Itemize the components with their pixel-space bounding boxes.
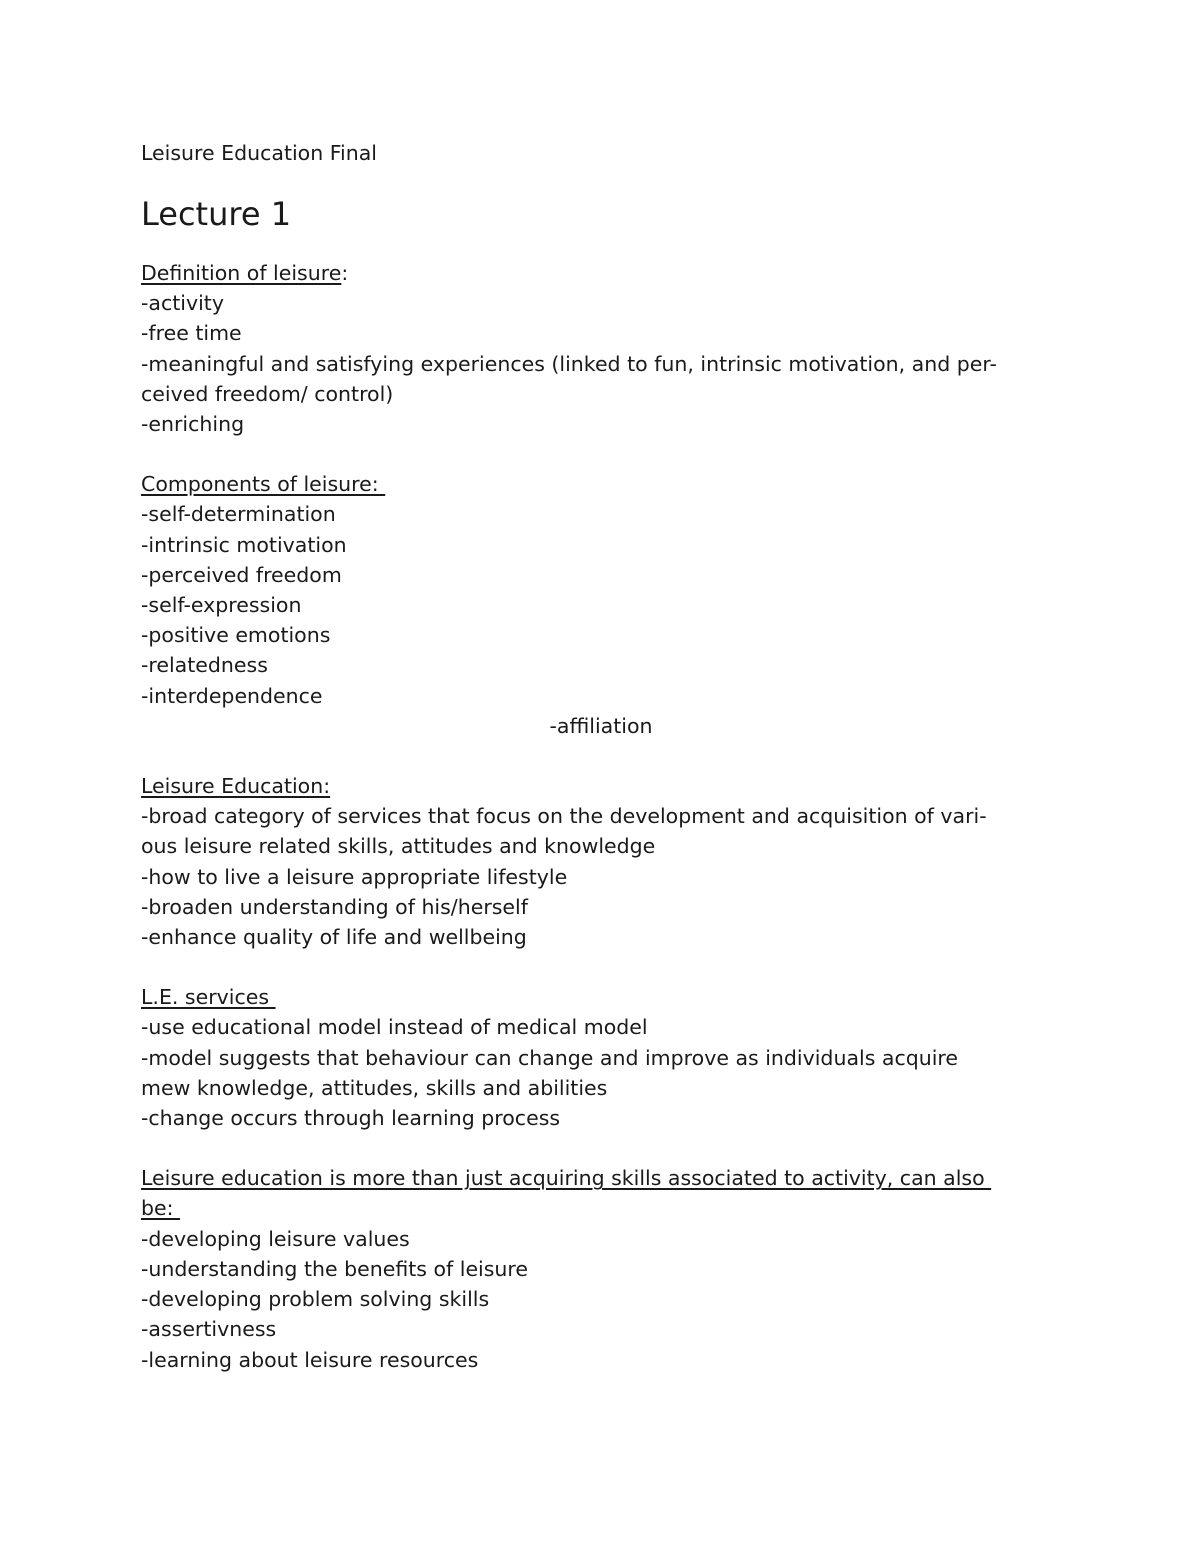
list-item: -broaden understanding of his/herself	[141, 894, 528, 919]
list-item: -perceived freedom	[141, 562, 342, 587]
section-leisure-education	[141, 771, 1061, 952]
list-item: -enriching	[141, 412, 245, 437]
list-item: -activity	[141, 291, 224, 316]
list-item: -relatedness	[141, 653, 268, 678]
section-definition	[141, 258, 1061, 439]
list-item: -developing problem solving skills	[141, 1287, 490, 1312]
lecture-heading: Lecture 1	[141, 195, 292, 233]
list-item: -how to live a leisure appropriate lifestyle	[141, 864, 568, 889]
section-heading-leisure-education-text: Leisure Education:	[141, 774, 331, 799]
section-heading-more-than-skills-text1: Leisure education is more than just acquiring skills associated to activity, can also	[141, 1166, 992, 1191]
section-heading-definition-colon: :	[341, 261, 349, 285]
list-item-centered: -affiliation	[549, 713, 653, 738]
document-page	[141, 138, 1061, 1375]
list-item: ceived freedom/ control)	[141, 381, 394, 406]
list-item: -model suggests that behaviour can change and improve as individuals acquire	[141, 1045, 959, 1070]
list-item: -broad category of services that focus on the development and acquisition of vari-	[141, 804, 987, 829]
section-components	[141, 469, 1061, 741]
list-item: -self-determination	[141, 502, 336, 527]
document-title: Leisure Education Final	[141, 141, 377, 165]
section-heading-more-than-skills-text2: be:	[141, 1196, 181, 1221]
section-heading-more-than-skills-line1	[141, 1163, 1061, 1193]
section-more-than-skills	[141, 1163, 1061, 1374]
list-item: -use educational model instead of medical model	[141, 1015, 648, 1040]
list-item: -positive emotions	[141, 623, 331, 648]
section-heading-components-text: Components of leisure:	[141, 472, 386, 497]
section-heading-le-services	[141, 982, 1061, 1012]
list-item: -interdependence	[141, 683, 323, 708]
section-heading-definition-text: Definition of leisure	[141, 261, 342, 285]
section-heading-components	[141, 469, 1061, 499]
list-item: -change occurs through learning process	[141, 1106, 561, 1131]
list-item: -intrinsic motivation	[141, 532, 347, 557]
section-heading-definition	[141, 258, 1061, 288]
list-item: ous leisure related skills, attitudes and knowledge	[141, 834, 656, 859]
list-item: -enhance quality of life and wellbeing	[141, 925, 527, 950]
section-le-services	[141, 982, 1061, 1133]
section-heading-more-than-skills-line2	[141, 1193, 1061, 1223]
list-item: -meaningful and satisfying experiences (linked to fun, intrinsic motivation, and per-	[141, 351, 997, 376]
list-item: -understanding the benefits of leisure	[141, 1256, 529, 1281]
list-item: -self-expression	[141, 593, 302, 618]
section-heading-leisure-education	[141, 771, 1061, 801]
section-heading-le-services-text: L.E. services	[141, 985, 276, 1010]
list-item: -learning about leisure resources	[141, 1347, 479, 1372]
list-item: -developing leisure values	[141, 1226, 410, 1251]
list-item: mew knowledge, attitudes, skills and abilities	[141, 1075, 608, 1100]
list-item: -assertivness	[141, 1317, 277, 1342]
list-item: -free time	[141, 321, 242, 346]
